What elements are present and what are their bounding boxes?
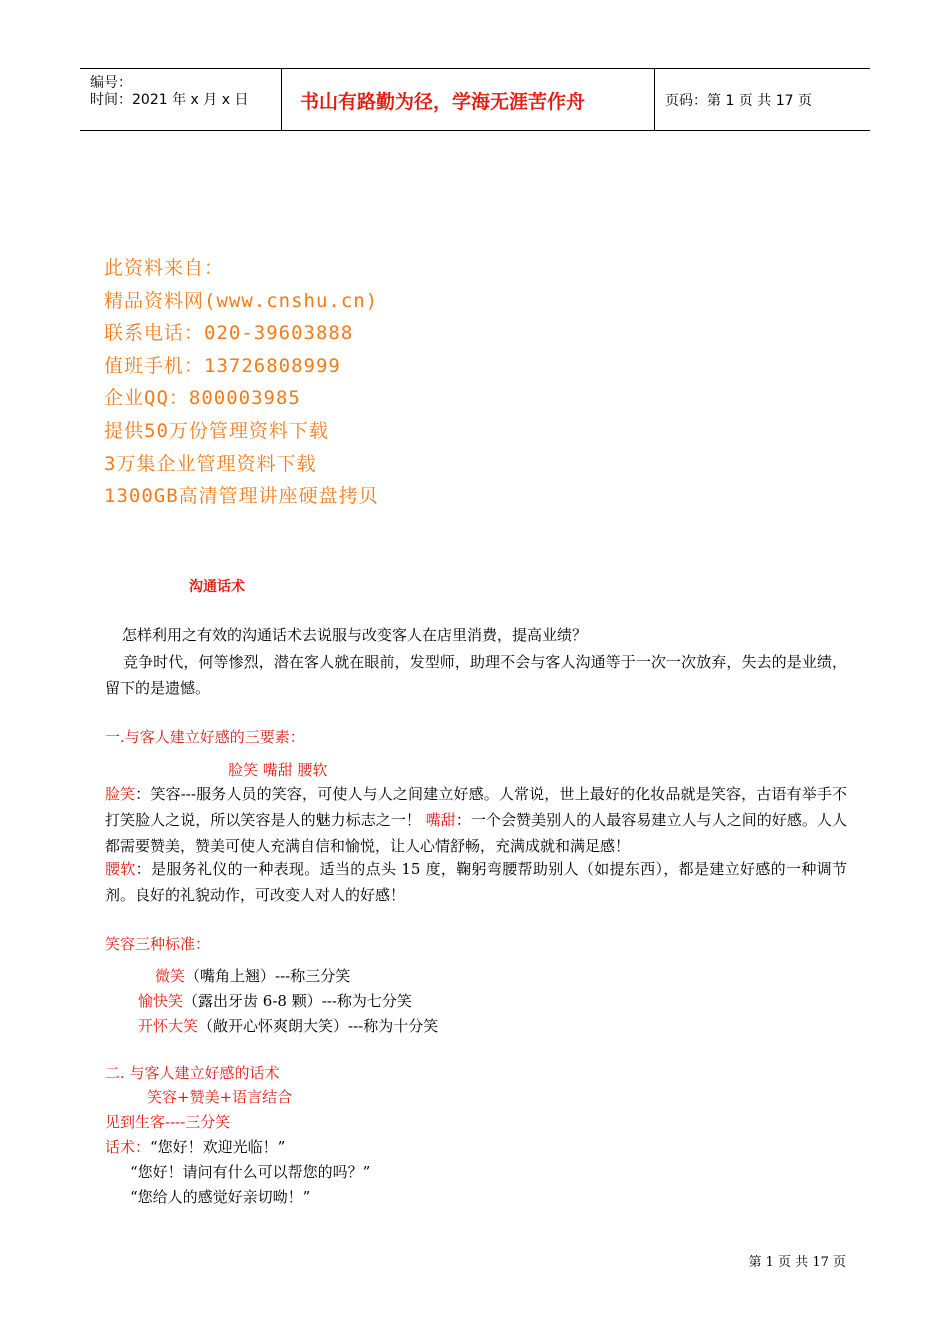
script-line: “您给人的感觉好亲切呦！”: [130, 1188, 311, 1206]
sweet-mouth-label: 嘴甜: [425, 811, 456, 829]
script-text: “您好！欢迎光临！”: [150, 1138, 286, 1156]
header-page-number: 页码：第 1 页 共 17 页: [665, 93, 812, 109]
face-smile-text: ：笑容---服务人员的笑容，可使人与人之间建立好感。人常说，世上最好的化妆品就是笑容，古语有举手不打笑脸人之说，所以笑容是人的魅力标志之一！: [105, 785, 847, 829]
smile-desc: （露出牙齿 6-8 颗）---称为七分笑: [183, 992, 412, 1010]
smile-name: 愉快笑: [138, 992, 184, 1010]
ad-line: 企业QQ：800003985: [104, 387, 301, 410]
smile-name: 开怀大笑: [138, 1017, 199, 1035]
header-page-cell: [655, 69, 870, 130]
smile-desc: （嘴角上翘）---称三分笑: [185, 967, 351, 985]
soft-waist-text: ：是服务礼仪的一种表现。适当的点头 15 度，鞠躬弯腰帮助别人（如提东西），都是建立好感的一种调节剂。良好的礼貌动作，可改变人对人的好感！: [105, 860, 847, 904]
doc-time: 时间：2021 年 x 月 x 日: [90, 92, 249, 108]
smile-standard-item: [138, 1016, 438, 1036]
intro-paragraph: 竞争时代，何等惨烈，潜在客人就在眼前，发型师，助理不会与客人沟通等于一次一次放弃，失去的是业绩，留下的是遗憾。: [105, 653, 847, 697]
face-smile-paragraph: [105, 781, 847, 859]
section-2-title: 二. 与客人建立好感的话术: [105, 1064, 280, 1082]
doc-number-label: 编号：: [90, 75, 132, 91]
header-motto: 书山有路勤为径，学海无涯苦作舟: [300, 91, 586, 113]
section-2-formula: 笑容+赞美+语言结合: [147, 1088, 293, 1106]
smile-standards-title: 笑容三种标准：: [105, 935, 211, 953]
sweet-mouth-text: ：一个会赞美别人的人最容易建立人与人之间的好感。人人都需要赞美，赞美可使人充满自信和愉悦，让人心情舒畅，充满成就和满足感！: [105, 811, 847, 855]
ad-line: 3万集企业管理资料下载: [104, 452, 317, 475]
section-1-title: 一.与客人建立好感的三要素：: [105, 728, 305, 746]
soft-waist-label: 腰软: [105, 860, 136, 878]
ad-line: 1300GB高清管理讲座硬盘拷贝: [104, 485, 379, 508]
header-info-cell: [80, 69, 282, 130]
header-motto-cell: [281, 69, 655, 130]
doc-title: 沟通话术: [189, 579, 245, 595]
ad-line: 值班手机：13726808999: [104, 354, 341, 377]
ad-line: 提供50万份管理资料下载: [104, 419, 329, 442]
smile-name: 微笑: [155, 967, 186, 985]
section-1-keywords: 脸笑 嘴甜 腰软: [228, 761, 328, 779]
smile-desc: （敞开心怀爽朗大笑）---称为十分笑: [198, 1017, 439, 1035]
section-2-subtitle: 见到生客----三分笑: [105, 1113, 231, 1131]
script-line: “您好！请问有什么可以帮您的吗？”: [130, 1163, 371, 1181]
source-ad-block: [104, 252, 379, 513]
page-header: [80, 68, 870, 131]
soft-waist-paragraph: [105, 856, 847, 908]
smile-standard-item: [138, 991, 412, 1011]
intro-question: 怎样利用之有效的沟通话术去说服与改变客人在店里消费，提高业绩？: [122, 626, 588, 644]
ad-line: 联系电话：020-39603888: [104, 322, 354, 345]
ad-line: 此资料来自：: [104, 257, 225, 279]
ad-line: 精品资料网(www.cnshu.cn): [104, 289, 379, 312]
footer-page-number: 第 1 页 共 17 页: [748, 1255, 846, 1270]
script-label: 话术：: [105, 1138, 151, 1156]
smile-standard-item: [155, 966, 350, 986]
script-line: [105, 1137, 285, 1157]
face-smile-label: 脸笑: [105, 785, 136, 803]
